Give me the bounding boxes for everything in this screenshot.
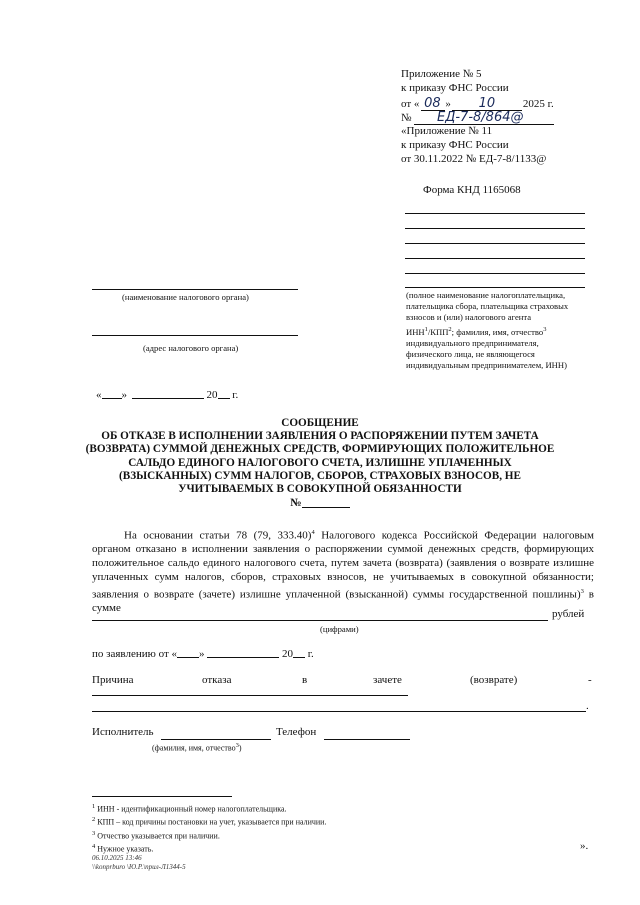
- order-number-sign: №: [401, 112, 412, 124]
- tax-authority-address-caption: (адрес налогового органа): [143, 343, 239, 353]
- taxpayer-caption: [406, 290, 568, 371]
- title-line: ОБ ОТКАЗЕ В ИСПОЛНЕНИИ ЗАЯВЛЕНИЯ О РАСПОРЯЖЕНИИ ПУТЕМ ЗАЧЕТА: [101, 430, 539, 443]
- reason-word: (возврате): [470, 674, 518, 686]
- footnotes: [92, 802, 326, 855]
- order-date-line: [401, 96, 554, 111]
- title-line: САЛЬДО ЕДИНОГО НАЛОГОВОГО СЧЕТА, ИЗЛИШНЕ УПЛАЧЕННЫХ: [128, 456, 512, 469]
- handwritten-day: 08: [424, 96, 441, 111]
- taxpayer-caption-line: индивидуального предпринимателя,: [406, 337, 539, 348]
- reason-word: отказа: [202, 674, 232, 686]
- reason-word: в: [302, 674, 308, 686]
- appendix-number: Приложение № 5: [401, 68, 482, 80]
- tax-authority-name-caption: (наименование налогового органа): [122, 292, 249, 302]
- form-code: Форма КНД 1165068: [423, 184, 521, 196]
- reason-word: Причина: [92, 674, 134, 686]
- reason-word: зачете: [373, 674, 402, 686]
- closing-quote: ».: [580, 840, 589, 852]
- amount-caption: (цифрами): [320, 624, 359, 634]
- tax-authority-address-line: [92, 335, 298, 336]
- amended-order-reference: к приказу ФНС России: [401, 139, 509, 151]
- handwritten-order-number: ЕД-7-8/864@: [437, 110, 524, 125]
- date-close-quote: »: [445, 98, 451, 110]
- title-number: №: [84, 496, 556, 510]
- footnote-ref: 3: [580, 587, 584, 595]
- taxpayer-caption-line: физического лица, не являющегося: [406, 348, 535, 359]
- executor-caption: (фамилия, имя, отчество$^3$): [152, 742, 242, 753]
- phone-line: [324, 739, 410, 740]
- taxpayer-line-5: [405, 273, 585, 274]
- title-line: УЧИТЫВАЕМЫХ В СОВОКУПНОЙ ОБЯЗАННОСТИ: [178, 483, 462, 496]
- order-year: 2025: [522, 98, 545, 110]
- year-blank: [218, 388, 230, 399]
- day-blank: [102, 388, 122, 399]
- tax-authority-name-line: [92, 289, 298, 290]
- taxpayer-caption-line: плательщика сбора, плательщика страховых: [406, 301, 569, 312]
- order-year-suffix: г.: [547, 98, 554, 110]
- reason-period: .: [586, 700, 589, 712]
- taxpayer-caption-line: ИНН$^1$/КПП$^2$; фамилия, имя, отчество$^3$: [406, 325, 547, 337]
- title-line: (ВЗЫСКАННЫХ) СУММ НАЛОГОВ, СБОРОВ, СТРАХОВЫХ ВЗНОСОВ, НЕ: [119, 469, 521, 482]
- taxpayer-line-1: [405, 213, 585, 214]
- title-line: (ВОЗВРАТА) СУММОЙ ДЕНЕЖНЫХ СРЕДСТВ, ФОРМИРУЮЩИХ ПОЛОЖИТЕЛЬНОЕ: [85, 443, 555, 456]
- taxpayer-line-2: [405, 228, 585, 229]
- footnote-ref: 3: [543, 325, 547, 333]
- footnote: $^3$ Отчество указывается при наличии.: [92, 829, 220, 841]
- title-number-blank: [302, 496, 350, 508]
- application-month-blank: [207, 647, 279, 658]
- message-date: « » 20 г.: [96, 389, 239, 401]
- taxpayer-line-6: [405, 287, 585, 288]
- taxpayer-line-4: [405, 258, 585, 259]
- taxpayer-line-3: [405, 243, 585, 244]
- taxpayer-caption-line: (полное наименование налогоплательщика,: [406, 290, 566, 300]
- amount-currency: рублей: [552, 608, 585, 620]
- taxpayer-caption-line: индивидуальным предпринимателем, ИНН): [406, 360, 567, 371]
- reason-line-1: [92, 695, 408, 696]
- month-blank: [132, 388, 204, 399]
- application-year-blank: [293, 647, 305, 658]
- executor-name-line: [161, 739, 271, 740]
- footnote-ref: 2: [448, 325, 452, 333]
- taxpayer-caption-line: взносов и (или) налогового агента: [406, 312, 532, 323]
- reason-line-2: [92, 711, 586, 712]
- body-paragraph: На основании статьи 78 (79, 333.40)$^4$ Налогового кодекса Российской Федерации налоговым органом отказано в исполнении заявления о распоряжении суммой денежных средств, формирующих положительное сальдо единого налогового счета, путем зачета (возврата) (заявления о возврате излишне уплаченных сумм налогов, сборов, страховых взносов, не учитываемых в совокупной обязанности; заявления о возврате (зачете) излишне уплаченной (взысканной) суммы государственной пошлины)$^3$ в сумме: [92, 529, 594, 615]
- amount-line: [92, 620, 548, 621]
- order-number-line: [401, 110, 546, 125]
- reason-dash: -: [588, 674, 592, 686]
- footnote-ref: 1: [424, 325, 428, 333]
- amended-appendix: «Приложение № 11: [401, 125, 493, 137]
- document-title: [84, 417, 556, 510]
- application-date: по заявлению от « » 20 г.: [92, 648, 314, 660]
- footnote: $^1$ ИНН - идентификационный номер налогоплательщика.: [92, 803, 287, 814]
- print-stamp: 06.10.2025 13:46 \\konprburo \Ю.Р.\прил-Л1344-5: [92, 854, 186, 871]
- handwritten-month: 10: [478, 96, 496, 111]
- application-day-blank: [177, 647, 199, 658]
- order-reference: к приказу ФНС России: [401, 82, 509, 94]
- title-line: СООБЩЕНИЕ: [281, 417, 359, 429]
- executor-label: Исполнитель: [92, 726, 154, 738]
- footnote-ref: 4: [311, 529, 315, 536]
- amended-order-date: от 30.11.2022 № ЕД-7-8/1133@: [401, 153, 547, 165]
- footnote-separator: [92, 796, 232, 797]
- date-open-quote: от «: [401, 98, 420, 110]
- phone-label: Телефон: [276, 726, 317, 738]
- footnote: $^4$ Нужное указать.: [92, 842, 154, 854]
- footnote: $^2$ КПП – код причины постановки на учет, указывается при наличии.: [92, 816, 327, 827]
